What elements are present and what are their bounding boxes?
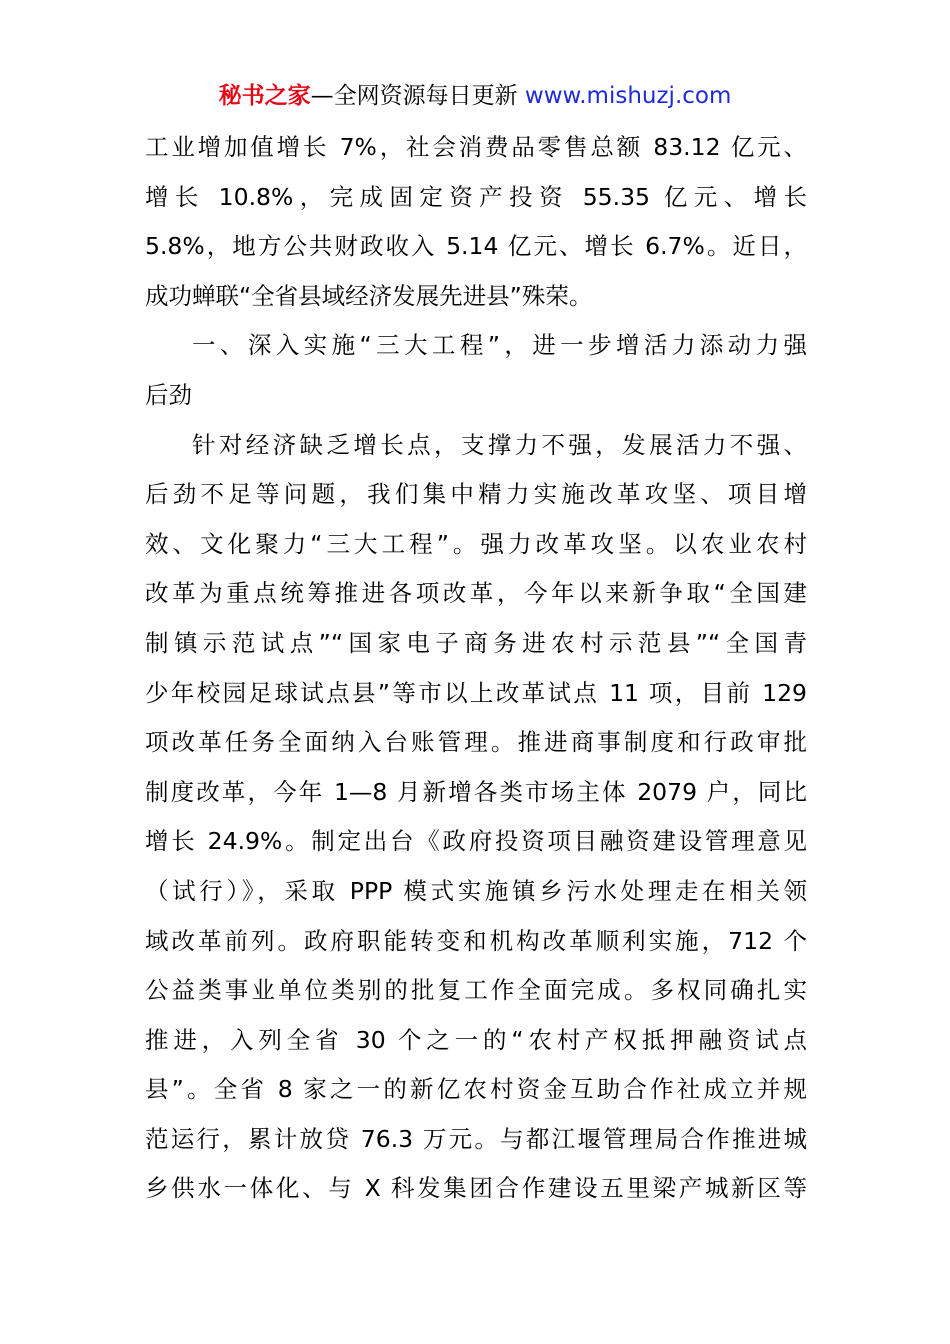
- header-tagline: —全网资源每日更新: [310, 83, 518, 109]
- text-line: 成功蝉联“全省县域经济发展先进县”殊荣。: [145, 281, 593, 310]
- text-line: 效、文化聚力“三大工程”。强力改革攻坚。以农业农村: [145, 529, 807, 558]
- text-line: 乡供水一体化、与 X 科发集团合作建设五里梁产城新区等: [145, 1174, 807, 1203]
- text-line: 项改革任务全面纳入台账管理。推进商事制度和行政审批: [145, 728, 807, 757]
- text-line: 范运行，累计放贷 76.3 万元。与都江堰管理局合作推进城: [145, 1124, 807, 1153]
- text-line: 增长 24.9%。制定出台《政府投资项目融资建设管理意见: [145, 827, 807, 856]
- text-line: 针对经济缺乏增长点，支撑力不强，发展活力不强、: [192, 430, 807, 459]
- text-line: 制镇示范试点”“国家电子商务进农村示范县”“全国青: [145, 628, 807, 657]
- page-header: [0, 80, 950, 112]
- section-heading: 一、深入实施“三大工程”，进一步增活力添动力强: [192, 331, 807, 360]
- document-body: [145, 123, 807, 1214]
- text-line: 县”。全省 8 家之一的新亿农村资金互助合作社成立并规: [145, 1075, 807, 1104]
- header-brand: 秘书之家: [218, 83, 311, 109]
- header-site-url[interactable]: www.mishuzj.com: [524, 83, 732, 109]
- text-line: 域改革前列。政府职能转变和机构改革顺利实施，712 个: [145, 926, 807, 955]
- text-line: 增长 10.8%，完成固定资产投资 55.35 亿元、增长: [145, 182, 807, 211]
- text-line: 公益类事业单位类别的批复工作全面完成。多权同确扎实: [145, 976, 807, 1005]
- text-line: 推进，入列全省 30 个之一的“农村产权抵押融资试点: [145, 1025, 807, 1054]
- section-heading-continued: 后劲: [145, 380, 192, 409]
- text-line: 改革为重点统筹推进各项改革，今年以来新争取“全国建: [145, 579, 807, 608]
- text-line: 制度改革，今年 1—8 月新增各类市场主体 2079 户，同比: [145, 777, 807, 806]
- text-line: 后劲不足等问题，我们集中精力实施改革攻坚、项目增: [145, 480, 807, 509]
- text-line: 少年校园足球试点县”等市以上改革试点 11 项，目前 129: [145, 678, 807, 707]
- text-line: （试行）》，采取 PPP 模式实施镇乡污水处理走在相关领: [145, 876, 807, 905]
- text-line: 工业增加值增长 7%，社会消费品零售总额 83.12 亿元、: [145, 133, 807, 161]
- text-line: 5.8%，地方公共财政收入 5.14 亿元、增长 6.7%。近日，: [145, 232, 807, 261]
